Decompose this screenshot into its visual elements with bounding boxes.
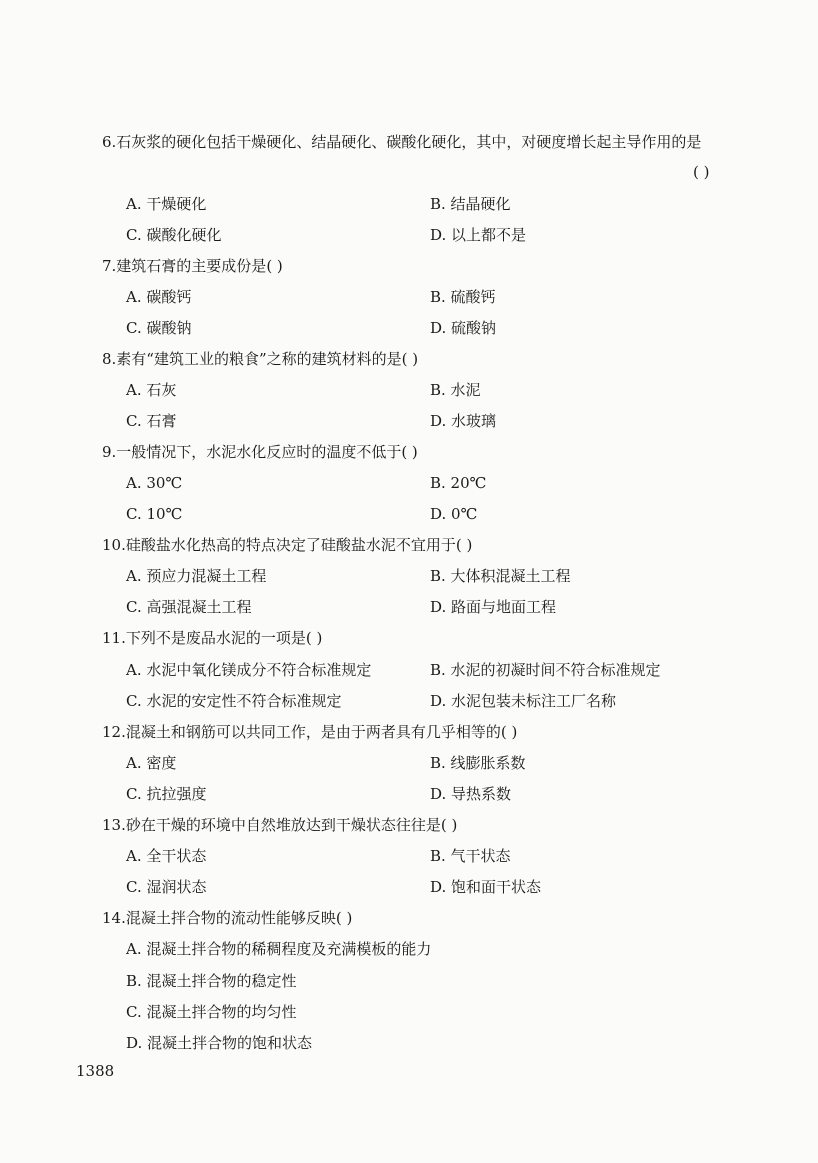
option: A. 碳酸钙 — [126, 288, 192, 306]
option: D. 0℃ — [430, 505, 478, 523]
option: C. 湿润状态 — [126, 878, 207, 896]
option: C. 石膏 — [126, 412, 177, 430]
option: D. 水泥包装未标注工厂名称 — [430, 692, 617, 710]
option: A. 水泥中氧化镁成分不符合标准规定 — [126, 661, 372, 679]
option: A. 石灰 — [126, 381, 177, 399]
option: A. 30℃ — [126, 474, 183, 492]
option: C. 抗拉强度 — [126, 785, 207, 803]
option: B. 水泥的初凝时间不符合标准规定 — [430, 661, 661, 679]
option: D. 以上都不是 — [430, 226, 527, 244]
option: C. 混凝土拌合物的均匀性 — [126, 1003, 297, 1021]
option: B. 结晶硬化 — [430, 195, 511, 213]
option: A. 密度 — [126, 754, 177, 772]
option: C. 10℃ — [126, 505, 183, 523]
option: A. 混凝土拌合物的稀稠程度及充满模板的能力 — [126, 940, 432, 958]
option: A. 干燥硬化 — [126, 195, 207, 213]
option: B. 混凝土拌合物的稳定性 — [126, 972, 297, 990]
option: B. 20℃ — [430, 474, 487, 492]
option: B. 气干状态 — [430, 847, 511, 865]
question-stem: 6.石灰浆的硬化包括干燥硬化、结晶硬化、碳酸化硬化，其中，对硬度增长起主导作用的是 — [102, 133, 702, 151]
option: D. 导热系数 — [430, 785, 512, 803]
question-stem: 11.下列不是废品水泥的一项是( ) — [102, 629, 323, 647]
option: C. 碳酸化硬化 — [126, 226, 222, 244]
option: B. 硫酸钙 — [430, 288, 496, 306]
option: D. 路面与地面工程 — [430, 598, 557, 616]
question-stem: 9.一般情况下，水泥水化反应时的温度不低于( ) — [102, 443, 418, 461]
option: B. 线膨胀系数 — [430, 754, 526, 772]
question-stem: 7.建筑石膏的主要成份是( ) — [102, 257, 283, 275]
question-stem: 12.混凝土和钢筋可以共同工作，是由于两者具有几乎相等的( ) — [102, 723, 518, 741]
option: B. 水泥 — [430, 381, 481, 399]
option: D. 硫酸钠 — [430, 319, 497, 337]
option: C. 碳酸钠 — [126, 319, 192, 337]
option: A. 预应力混凝土工程 — [126, 567, 267, 585]
question-stem: 13.砂在干燥的环境中自然堆放达到干燥状态往往是( ) — [102, 816, 458, 834]
question-stem: 10.硅酸盐水化热高的特点决定了硅酸盐水泥不宜用于( ) — [102, 536, 473, 554]
option: B. 大体积混凝土工程 — [430, 567, 571, 585]
option: C. 水泥的安定性不符合标准规定 — [126, 692, 342, 710]
question-stem: 14.混凝土拌合物的流动性能够反映( ) — [102, 909, 353, 927]
option: D. 水玻璃 — [430, 412, 497, 430]
option: C. 高强混凝土工程 — [126, 598, 252, 616]
option: D. 饱和面干状态 — [430, 878, 542, 896]
option: D. 混凝土拌合物的饱和状态 — [126, 1034, 313, 1052]
answer-parentheses: ( ) — [693, 163, 710, 181]
question-stem: 8.素有“建筑工业的粮食”之称的建筑材料的是( ) — [102, 350, 419, 368]
page-number: 1388 — [76, 1062, 115, 1080]
option: A. 全干状态 — [126, 847, 207, 865]
